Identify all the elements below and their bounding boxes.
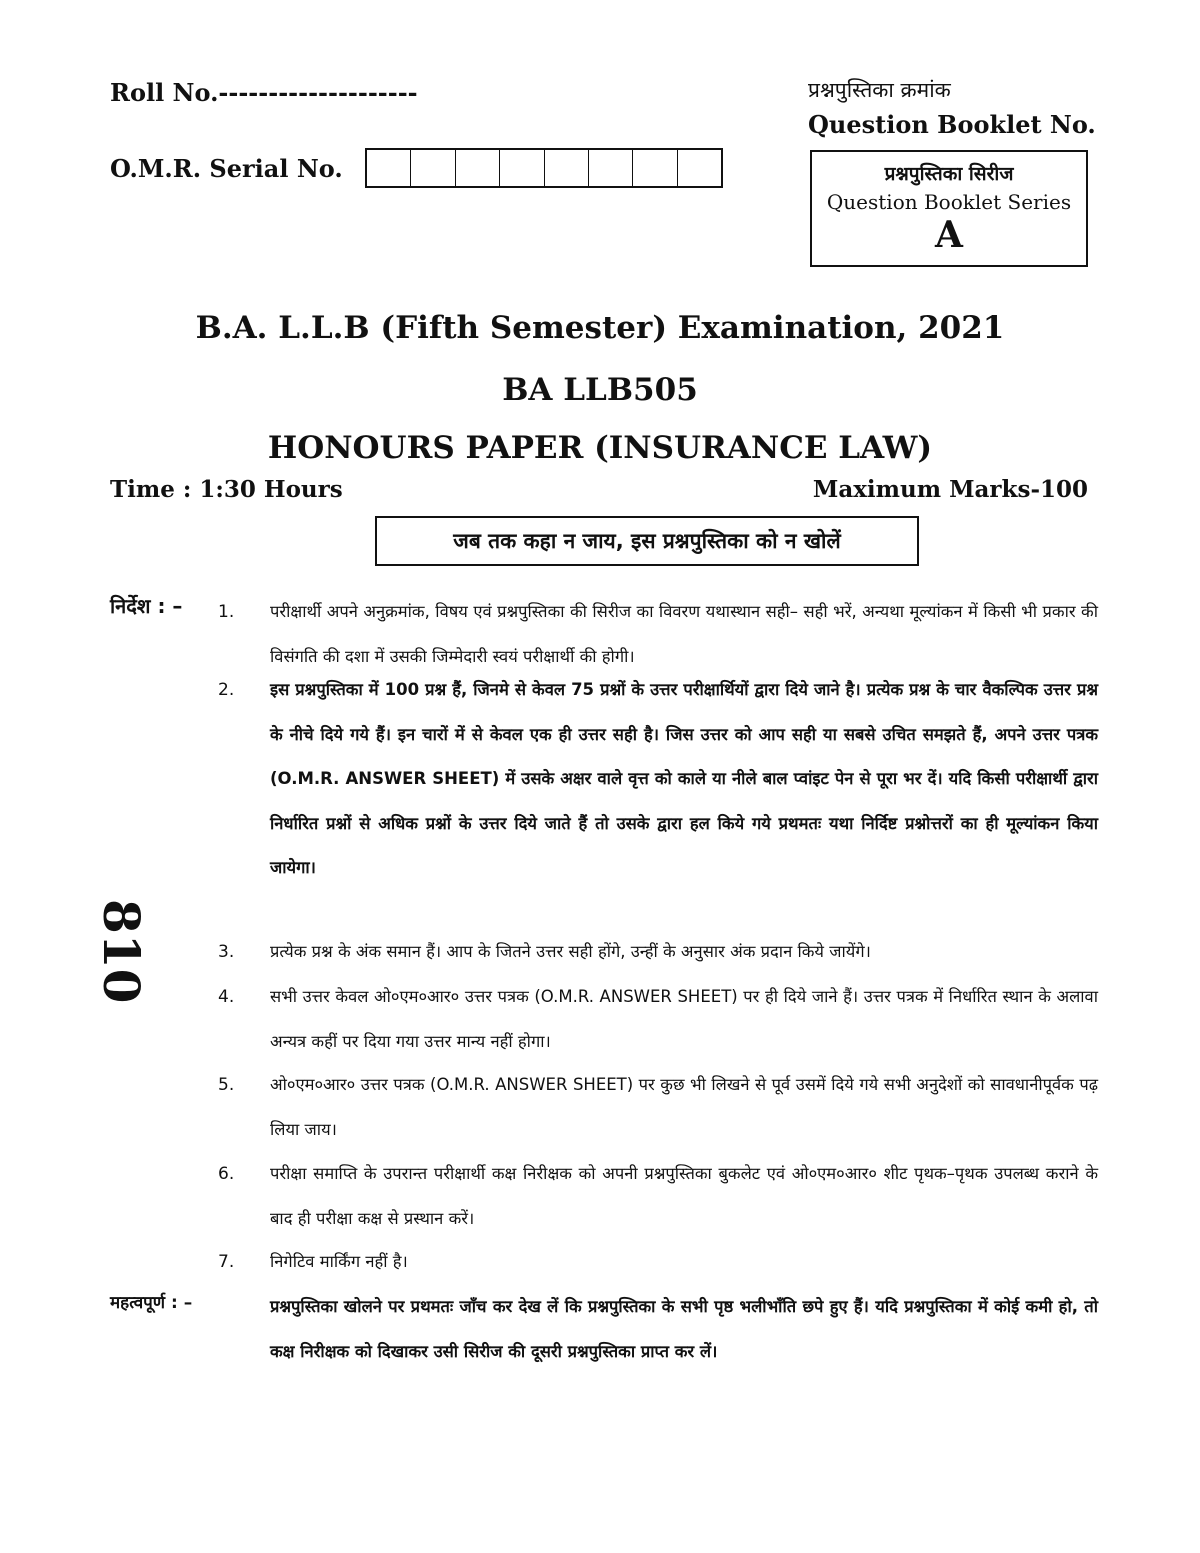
omr-serial-box	[500, 150, 544, 186]
instruction-text: इस प्रश्नपुस्तिका में 100 प्रश्न हैं, जिनमे से केवल 75 प्रश्नों के उत्तर परीक्षार्थियों द्वारा दिये जाने है। प्रत्येक प्रश्न के चार वैकल्पिक उत्तर प्रश्न के नीचे दिये गये हैं। इन चारों में से केवल एक ही उत्तर सही है। जिस उत्तर को आप सही या सबसे उचित समझते हैं, अपने उत्तर पत्रक (O.M.R. ANSWER SHEET) में उसके अक्षर वाले वृत्त को काले या नीले बाल प्वांइट पेन से पूरा भर दें। यदि किसी परीक्षार्थी द्वारा निर्धारित प्रश्नों से अधिक प्रश्नों के उत्तर दिये जाते हैं तो उसके द्वारा हल किये गये प्रथमतः यथा निर्दिष्ट प्रश्नोत्तरों का ही मूल्यांकन किया जायेगा।	[270, 680, 1098, 877]
instruction-number: 3.	[218, 942, 235, 962]
omr-serial-boxes	[365, 148, 723, 188]
booklet-number-label: Question Booklet No.	[808, 110, 1096, 139]
instruction-number: 7.	[218, 1252, 235, 1272]
instruction-number: 6.	[218, 1164, 235, 1184]
important-label: महत्वपूर्ण : –	[110, 1293, 193, 1313]
instruction-number: 1.	[218, 602, 235, 622]
instruction-text: सभी उत्तर केवल ओ०एम०आर० उत्तर पत्रक (O.M.R. ANSWER SHEET) पर ही दिये जाने हैं। उत्तर पत्रक में निर्धारित स्थान के अलावा अन्यत्र कहीं पर दिया गया उत्तर मान्य नहीं होगा।	[270, 987, 1098, 1051]
omr-serial-box	[367, 150, 411, 186]
omr-serial-box	[411, 150, 455, 186]
roll-number-field: Roll No.--------------------	[110, 78, 418, 107]
side-code: 810	[92, 899, 151, 1004]
instruction-text: परीक्षा समाप्ति के उपरान्त परीक्षार्थी कक्ष निरीक्षक को अपनी प्रश्नपुस्तिका बुकलेट एवं ओ०एम०आर० शीट पृथक–पृथक उपलब्ध कराने के बाद ही परीक्षा कक्ष से प्रस्थान करें।	[270, 1164, 1098, 1228]
do-not-open-notice: जब तक कहा न जाय, इस प्रश्नपुस्तिका को न खोलें	[375, 516, 919, 566]
instruction-text: परीक्षार्थी अपने अनुक्रमांक, विषय एवं प्रश्नपुस्तिका की सिरीज का विवरण यथास्थान सही– सही भरें, अन्यथा मूल्यांकन में किसी भी प्रकार की विसंगति की दशा में उसकी जिम्मेदारी स्वयं परीक्षार्थी की होगी।	[270, 602, 1098, 666]
paper-code: BA LLB505	[502, 372, 698, 408]
instruction-text: ओ०एम०आर० उत्तर पत्रक (O.M.R. ANSWER SHEET) पर कुछ भी लिखने से पूर्व उसमें दिये गये सभी अनुदेशों को सावधानीपूर्वक पढ़ लिया जाय।	[270, 1075, 1098, 1139]
exam-title: B.A. L.L.B (Fifth Semester) Examination, 2021	[195, 310, 1005, 346]
exam-time: Time : 1:30 Hours	[110, 476, 343, 503]
instruction-text: प्रत्येक प्रश्न के अंक समान हैं। आप के जितने उत्तर सही होंगे, उन्हीं के अनुसार अंक प्रदान किये जायेंगे।	[270, 942, 871, 961]
important-text: प्रश्नपुस्तिका खोलने पर प्रथमतः जाँच कर देख लें कि प्रश्नपुस्तिका के सभी पृष्ठ भलीभाँति छपे हुए हैं। यदि प्रश्नपुस्तिका में कोई कमी हो, तो कक्ष निरीक्षक को दिखाकर उसी सिरीज की दूसरी प्रश्नपुस्तिका प्राप्त कर लें।	[270, 1297, 1098, 1361]
booklet-series-label: Question Booklet Series	[826, 190, 1072, 214]
omr-serial-label: O.M.R. Serial No.	[110, 154, 343, 183]
omr-serial-box	[589, 150, 633, 186]
omr-serial-box	[545, 150, 589, 186]
omr-serial-box	[633, 150, 677, 186]
instruction-number: 4.	[218, 987, 235, 1007]
maximum-marks: Maximum Marks-100	[812, 476, 1088, 503]
instruction-text: निगेटिव मार्किंग नहीं है।	[270, 1252, 408, 1271]
paper-name: HONOURS PAPER (INSURANCE LAW)	[267, 430, 933, 466]
omr-serial-box	[678, 150, 721, 186]
instruction-number: 5.	[218, 1075, 235, 1095]
booklet-series-label-hindi: प्रश्नपुस्तिका सिरीज	[884, 163, 1014, 185]
booklet-number-label-hindi: प्रश्नपुस्तिका क्रमांक	[808, 78, 951, 102]
omr-serial-box	[456, 150, 500, 186]
booklet-series-letter: A	[935, 214, 963, 256]
instructions-label: निर्देश : –	[110, 594, 183, 618]
booklet-series-box	[810, 150, 1088, 267]
instruction-number: 2.	[218, 680, 235, 700]
